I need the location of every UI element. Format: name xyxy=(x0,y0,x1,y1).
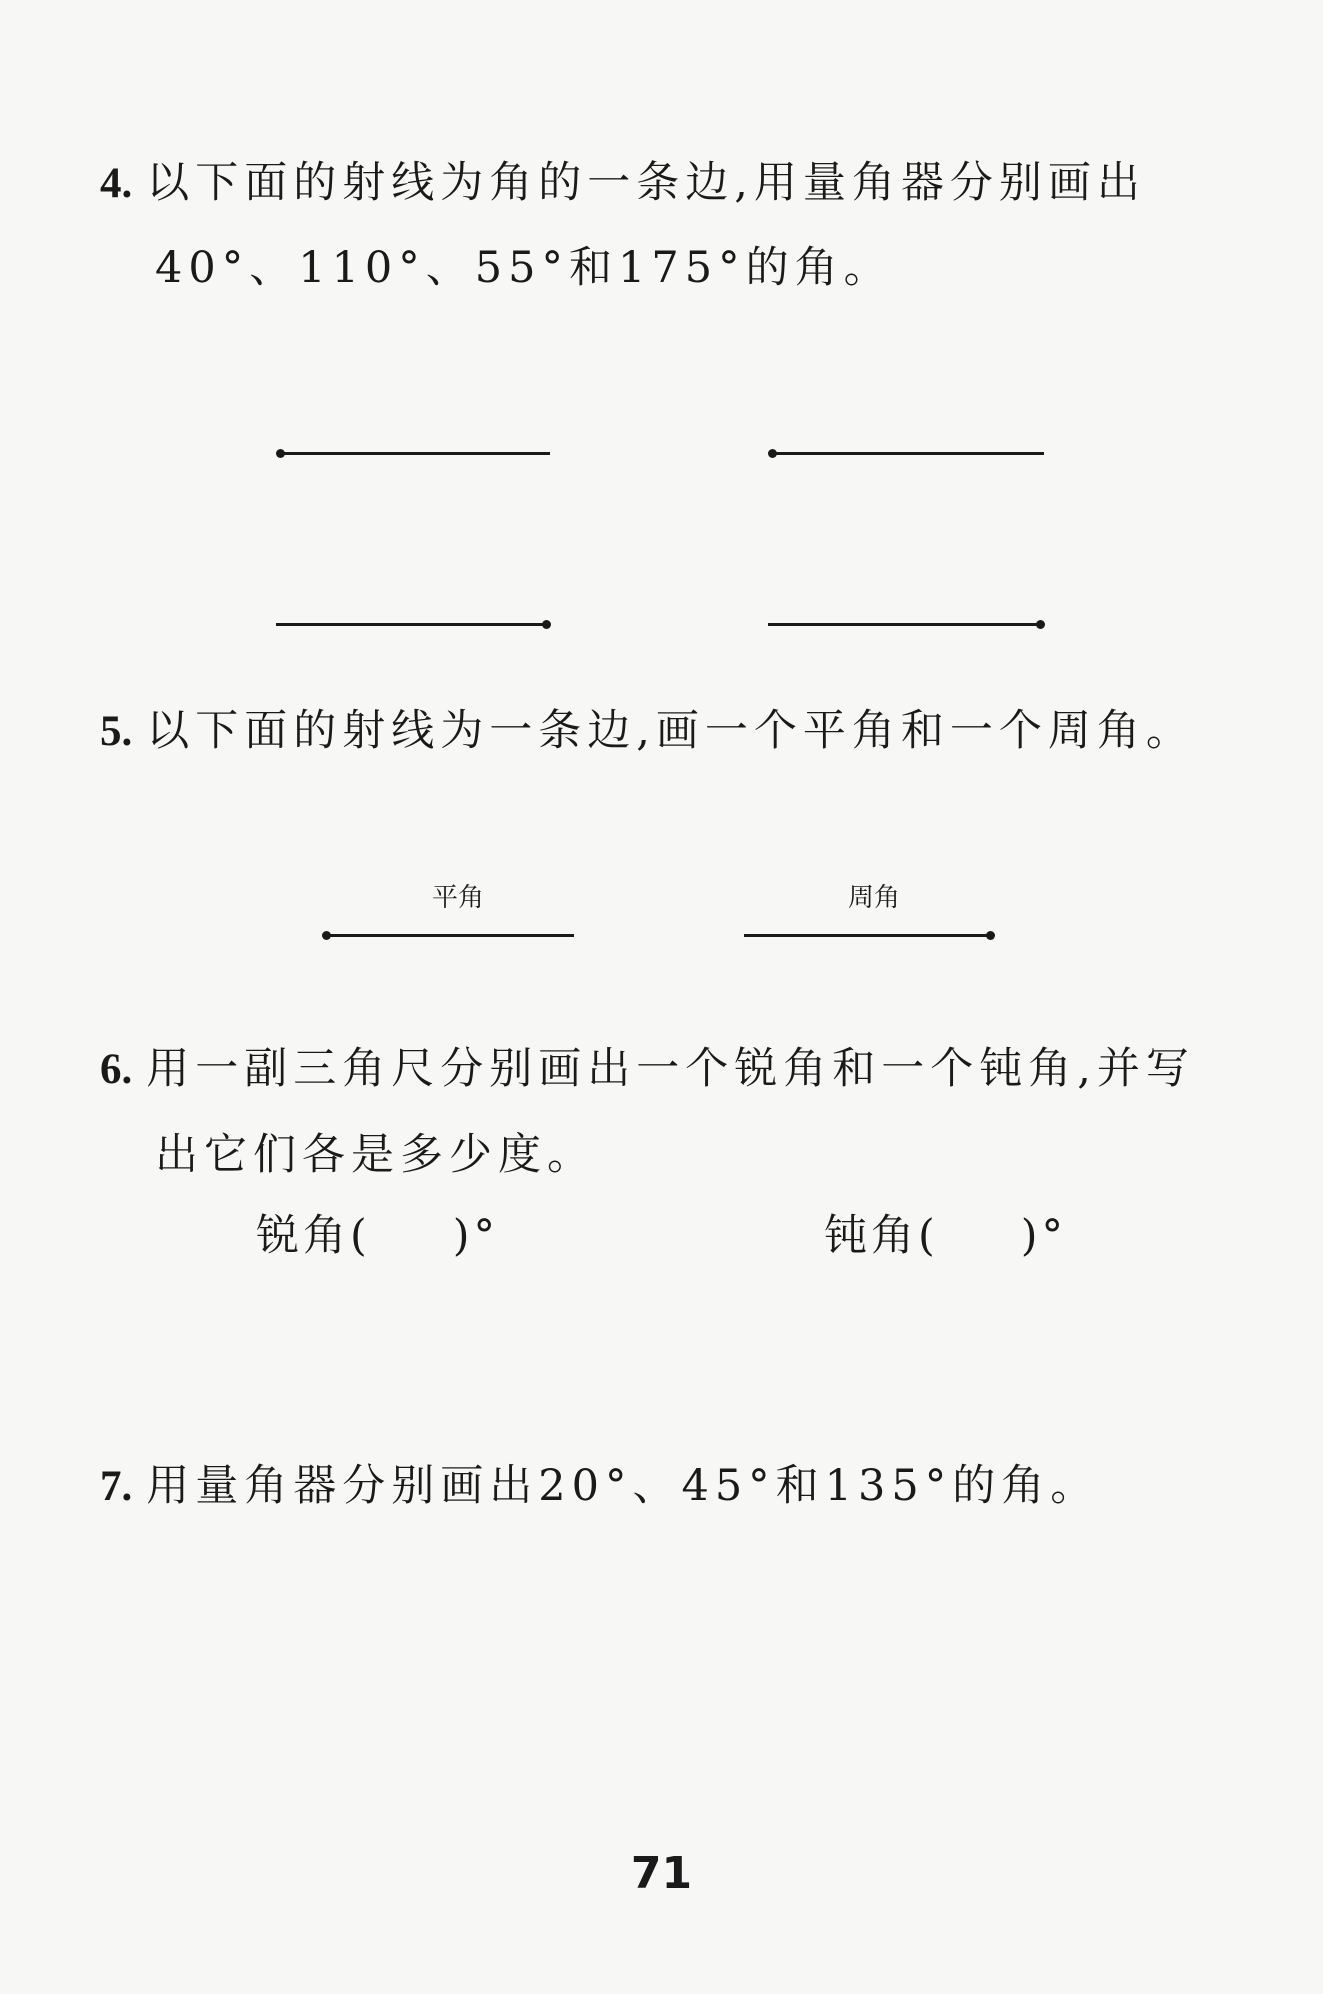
obtuse-angle-label: 钝角( xyxy=(824,1211,939,1261)
question-5-number: 5. xyxy=(100,708,133,755)
ray-4b-endpoint xyxy=(768,449,777,458)
ray-4d xyxy=(768,623,1040,626)
ray-5a-endpoint xyxy=(322,931,331,940)
question-6-number: 6. xyxy=(100,1046,133,1093)
question-4-number: 4. xyxy=(100,160,133,207)
ray-4a xyxy=(280,452,550,455)
question-6-line-2: 出它们各是多少度。 xyxy=(155,1130,596,1180)
ray-4a-endpoint xyxy=(276,449,285,458)
obtuse-angle-suffix: )° xyxy=(1020,1211,1068,1261)
ray-5b xyxy=(744,934,994,937)
obtuse-angle-answer xyxy=(824,1211,1068,1261)
question-7-text: 用量角器分别画出20°、45°和135°的角。 xyxy=(146,1461,1100,1511)
question-4-line-1 xyxy=(100,158,1146,208)
question-6-text-1: 用一副三角尺分别画出一个锐角和一个钝角,并写 xyxy=(146,1044,1195,1094)
ray-5b-endpoint xyxy=(986,931,995,940)
acute-angle-label: 锐角( xyxy=(256,1211,371,1261)
acute-angle-suffix: )° xyxy=(452,1211,500,1261)
label-straight-angle: 平角 xyxy=(432,883,485,913)
question-5-line xyxy=(100,706,1195,756)
ray-4d-endpoint xyxy=(1036,620,1045,629)
ray-5a xyxy=(326,934,574,937)
page-number: 71 xyxy=(630,1848,693,1899)
question-6-line-1 xyxy=(100,1044,1195,1094)
question-4-text-1: 以下面的射线为角的一条边,用量角器分别画出 xyxy=(146,158,1146,208)
ray-4c-endpoint xyxy=(542,620,551,629)
ray-4c xyxy=(276,623,548,626)
question-4-line-2: 40°、110°、55°和175°的角。 xyxy=(155,243,893,293)
question-5-text: 以下面的射线为一条边,画一个平角和一个周角。 xyxy=(146,706,1195,756)
question-7-line xyxy=(100,1461,1100,1511)
acute-angle-answer xyxy=(256,1211,500,1261)
question-7-number: 7. xyxy=(100,1463,133,1510)
label-full-angle: 周角 xyxy=(848,883,901,913)
ray-4b xyxy=(772,452,1044,455)
